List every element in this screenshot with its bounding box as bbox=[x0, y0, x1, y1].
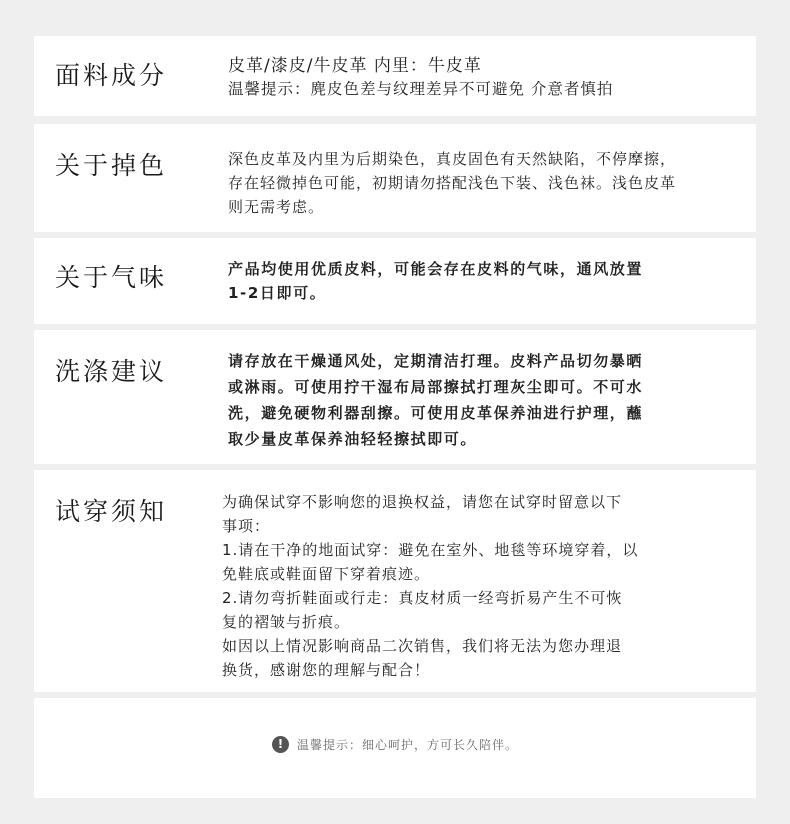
try-on-line-1: 为确保试穿不影响您的退换权益，请您在试穿时留意以下 bbox=[222, 493, 623, 511]
section-odor bbox=[34, 238, 756, 324]
odor-line-2: 1-2日即可。 bbox=[228, 284, 327, 302]
odor-line-1: 产品均使用优质皮料，可能会存在皮料的气味，通风放置 bbox=[228, 260, 644, 278]
washing-line-2: 或淋雨。可使用拧干湿布局部擦拭打理灰尘即可。不可水 bbox=[228, 378, 644, 396]
color-fading-line-1: 深色皮革及内里为后期染色，真皮固色有天然缺陷，不停摩擦， bbox=[228, 150, 677, 168]
try-on-line-6: 复的褶皱与折痕。 bbox=[222, 613, 351, 631]
section-body-material bbox=[228, 55, 613, 101]
section-title-washing: 洗涤建议 bbox=[55, 357, 168, 386]
material-line-1: 皮革/漆皮/牛皮革 内里：牛皮革 bbox=[228, 56, 482, 76]
section-try-on bbox=[34, 470, 756, 692]
try-on-line-3: 1.请在干净的地面试穿：避免在室外、地毯等环境穿着，以 bbox=[222, 541, 639, 559]
try-on-line-8: 换货，感谢您的理解与配合！ bbox=[222, 661, 431, 679]
warning-icon: ! bbox=[272, 736, 289, 753]
section-title-material: 面料成分 bbox=[55, 61, 168, 90]
footer-tip-text: 温馨提示：细心呵护，方可长久陪伴。 bbox=[296, 738, 518, 752]
material-line-2: 温馨提示：麂皮色差与纹理差异不可避免 介意者慎拍 bbox=[228, 80, 614, 98]
color-fading-line-2: 存在轻微掉色可能，初期请勿搭配浅色下装、浅色袜。浅色皮革 bbox=[228, 174, 677, 192]
footer-tip bbox=[34, 736, 756, 753]
section-body-odor bbox=[228, 257, 643, 305]
try-on-line-5: 2.请勿弯折鞋面或行走：真皮材质一经弯折易产生不可恢 bbox=[222, 589, 623, 607]
try-on-line-7: 如因以上情况影响商品二次销售，我们将无法为您办理退 bbox=[222, 637, 623, 655]
section-body-color-fading bbox=[228, 147, 676, 219]
footer-panel bbox=[34, 698, 756, 798]
washing-line-3: 洗，避免硬物利器刮擦。可使用皮革保养油进行护理，蘸 bbox=[228, 404, 644, 422]
washing-line-4: 取少量皮革保养油轻轻擦拭即可。 bbox=[228, 430, 478, 448]
section-body-washing bbox=[228, 348, 643, 452]
section-title-odor: 关于气味 bbox=[55, 263, 168, 292]
section-material bbox=[34, 36, 756, 116]
section-title-try-on: 试穿须知 bbox=[55, 497, 168, 526]
section-color-fading bbox=[34, 124, 756, 232]
section-washing bbox=[34, 330, 756, 464]
section-title-color-fading: 关于掉色 bbox=[55, 151, 168, 180]
color-fading-line-3: 则无需考虑。 bbox=[228, 198, 325, 216]
try-on-line-4: 免鞋底或鞋面留下穿着痕迹。 bbox=[222, 565, 431, 583]
washing-line-1: 请存放在干燥通风处，定期清洁打理。皮料产品切勿暴晒 bbox=[228, 352, 644, 370]
try-on-line-2: 事项： bbox=[222, 517, 271, 535]
section-body-try-on bbox=[222, 490, 638, 682]
